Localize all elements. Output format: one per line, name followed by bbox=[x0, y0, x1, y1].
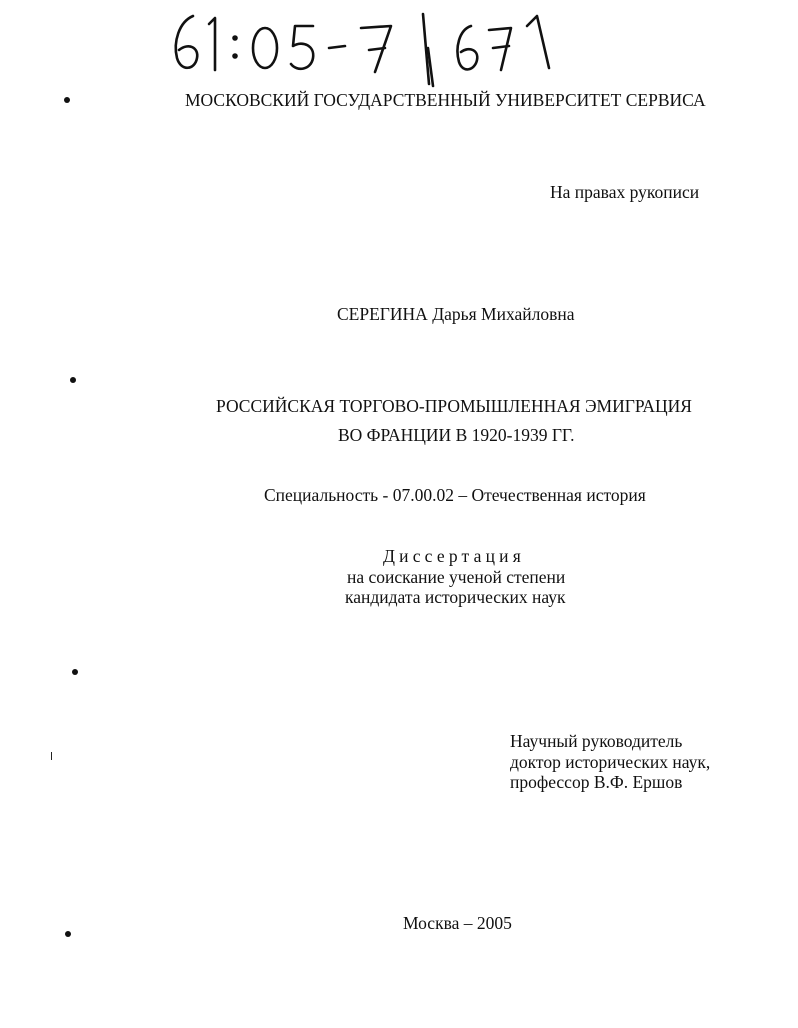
punch-hole-mark bbox=[64, 97, 70, 103]
dissertation-title-line-1: РОССИЙСКАЯ ТОРГОВО-ПРОМЫШЛЕННАЯ ЭМИГРАЦИЯ bbox=[216, 396, 692, 416]
advisor-name: профессор В.Ф. Ершов bbox=[510, 772, 683, 792]
handwritten-code-drawing bbox=[165, 8, 565, 88]
punch-hole-mark bbox=[72, 669, 78, 675]
city-and-year: Москва – 2005 bbox=[403, 913, 512, 933]
handwritten-catalog-number bbox=[165, 8, 565, 88]
punch-hole-mark bbox=[65, 931, 71, 937]
degree-line-2: кандидата исторических наук bbox=[345, 587, 566, 607]
work-type-heading: Диссертация bbox=[383, 546, 525, 566]
degree-line-1: на соискание ученой степени bbox=[347, 567, 566, 587]
punch-hole-mark bbox=[70, 377, 76, 383]
specialty-line: Специальность - 07.00.02 – Отечественная история bbox=[264, 485, 646, 505]
scan-mark bbox=[51, 752, 52, 760]
rights-note: На правах рукописи bbox=[550, 182, 700, 202]
university-name: МОСКОВСКИЙ ГОСУДАРСТВЕННЫЙ УНИВЕРСИТЕТ СЕРВИСА bbox=[185, 90, 706, 110]
author-name: СЕРЕГИНА Дарья Михайловна bbox=[337, 304, 575, 324]
dissertation-title-line-2: ВО ФРАНЦИИ В 1920-1939 ГГ. bbox=[338, 425, 575, 445]
advisor-role: Научный руководитель bbox=[510, 731, 683, 751]
advisor-degree: доктор исторических наук, bbox=[510, 752, 711, 772]
